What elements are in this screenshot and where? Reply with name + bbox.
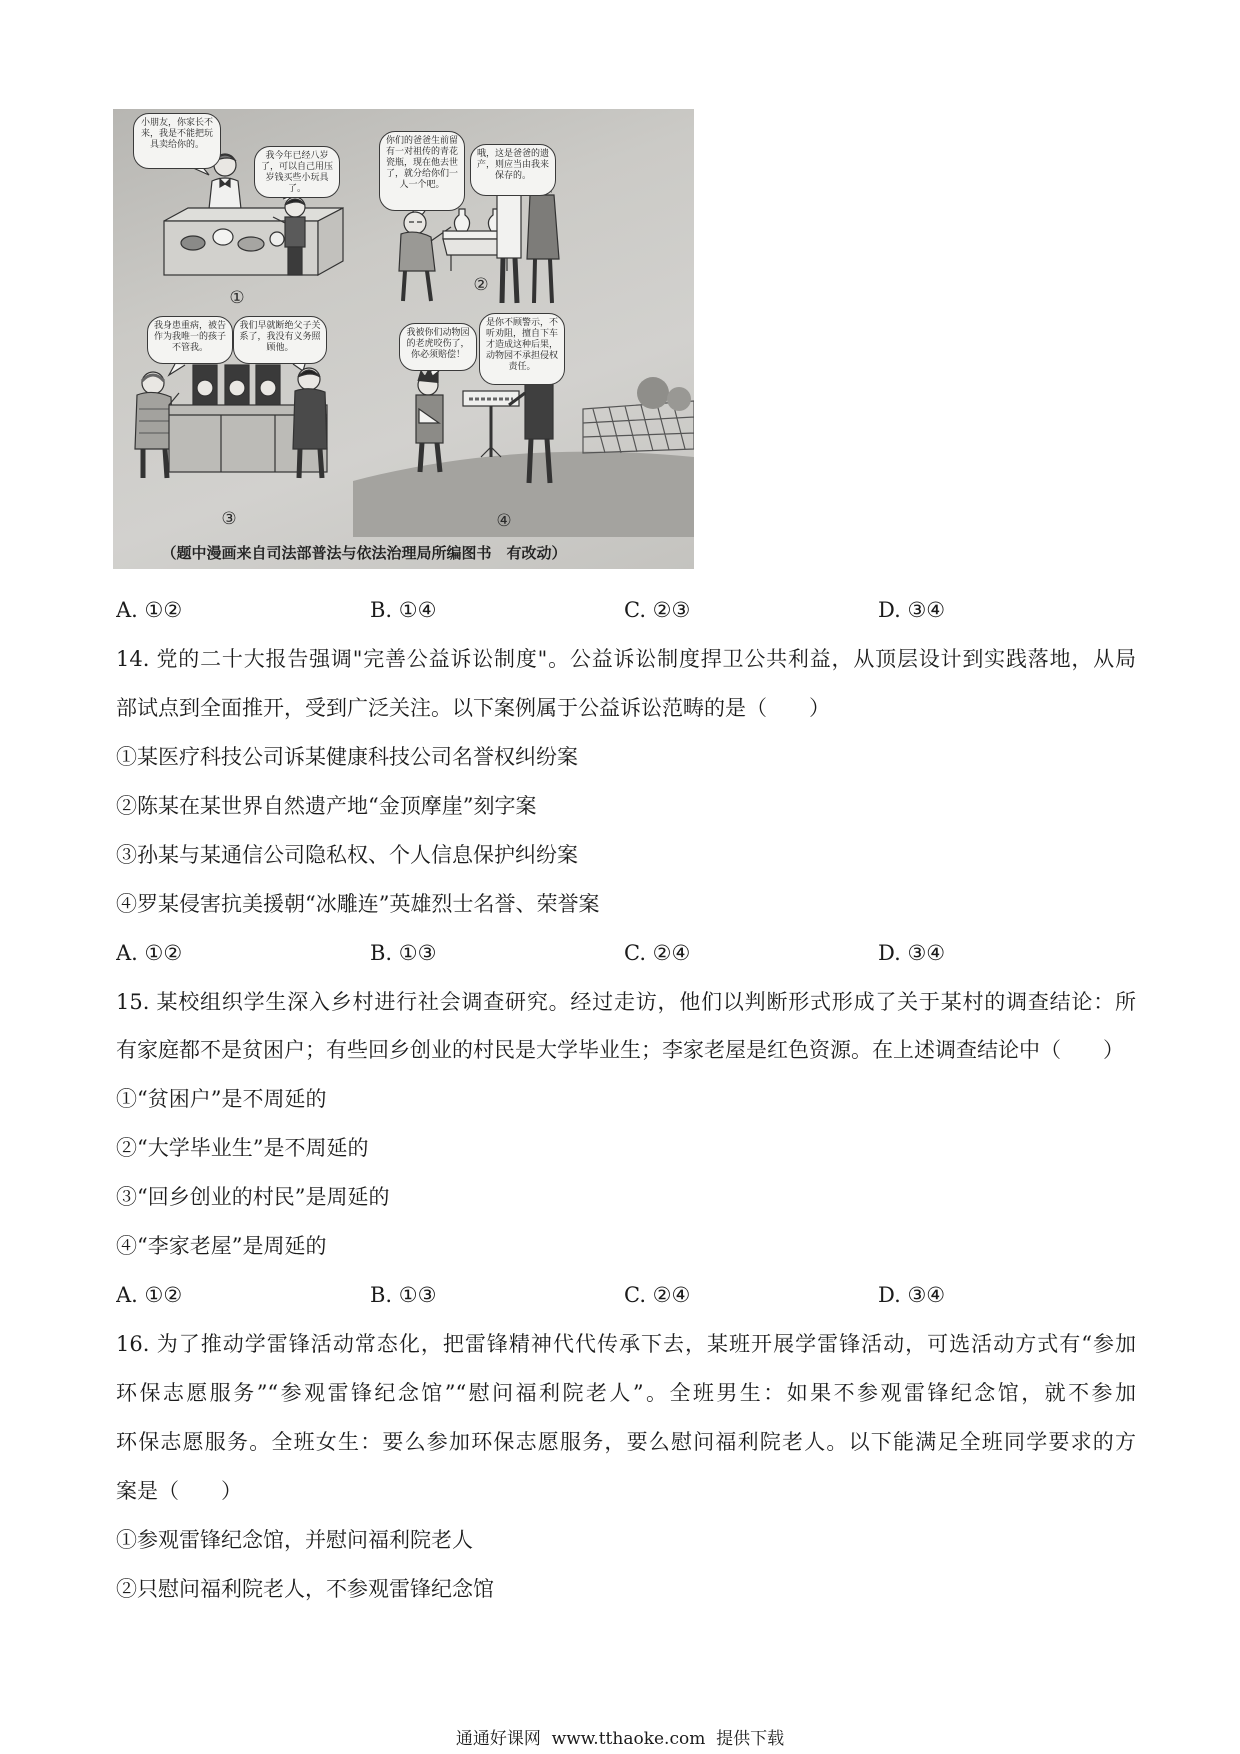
speech-bubble: 是你不顾警示，不听劝阻，擅自下车才造成这种后果，动物园不承担侵权责任。 bbox=[479, 313, 565, 385]
ground bbox=[353, 452, 694, 537]
q13-options bbox=[116, 586, 1136, 635]
q16-item: ②只慰问福利院老人，不参观雷锋纪念馆 bbox=[116, 1576, 494, 1601]
panel-label: ② bbox=[473, 275, 489, 295]
question-number: 14. bbox=[116, 646, 150, 671]
speech-bubble: 你们的爸爸生前留有一对祖传的青花瓷瓶，现在他去世了，就分给你们一人一个吧。 bbox=[379, 131, 465, 211]
stem-text: 为了推动学雷锋活动常态化，把雷锋精神代代传承下去，某班开展学雷锋活动，可选活动方式有“参加 bbox=[155, 1332, 1136, 1357]
man-legs bbox=[502, 258, 517, 303]
option-d: D. ③④ bbox=[878, 598, 946, 622]
speech-bubble: 小朋友，你家长不来，我是不能把玩具卖给你的。 bbox=[133, 113, 221, 169]
q15-stem-line: 有家庭都不是贫困户；有些回乡创业的村民是大学毕业生；李家老屋是红色资源。在上述调查结论中（ ） bbox=[116, 1038, 1124, 1063]
q14-stem-line: 部试点到全面推开，受到广泛关注。以下案例属于公益诉讼范畴的是（ ） bbox=[116, 695, 830, 720]
old-man-head bbox=[404, 212, 426, 234]
judge-head bbox=[197, 380, 213, 396]
q14-stem-line bbox=[116, 635, 1136, 684]
stem-text: 党的二十大报告强调"完善公益诉讼制度"。公益诉讼制度捍卫公共利益，从顶层设计到实践落地，从局 bbox=[155, 646, 1136, 671]
woman-legs bbox=[534, 259, 552, 303]
toy bbox=[213, 229, 233, 245]
old-man-legs bbox=[403, 271, 431, 301]
q15-item: ④“李家老屋”是周延的 bbox=[116, 1234, 327, 1259]
child-legs bbox=[288, 247, 302, 275]
shopkeeper-body bbox=[209, 178, 241, 209]
vase bbox=[454, 209, 469, 231]
staff-body bbox=[525, 383, 553, 439]
option-a: A. ①② bbox=[116, 598, 183, 622]
q16-stem-line: 环保志愿服务”“参观雷锋纪念馆”“慰问福利院老人”。全班男生：如果不参观雷锋纪念馆，就不参加 bbox=[116, 1381, 1136, 1405]
option-a: A. ①② bbox=[116, 1283, 183, 1308]
comic-figure bbox=[113, 109, 694, 569]
option-b: B. ①④ bbox=[370, 598, 437, 622]
stem-text: 某校组织学生深入乡村进行社会调查研究。经过走访，他们以判断形式形成了关于某村的调查结论：所 bbox=[155, 989, 1136, 1014]
q14-item: ④罗某侵害抗美援朝“冰雕连”英雄烈士名誉、荣誉案 bbox=[116, 891, 600, 916]
option-b: B. ①③ bbox=[370, 940, 437, 965]
woman-dress bbox=[527, 195, 559, 259]
option-c: C. ②④ bbox=[624, 1283, 691, 1308]
figure-caption: （题中漫画来自司法部普法与依法治理局所编图书 有改动） bbox=[161, 544, 567, 562]
option-d: D. ③④ bbox=[878, 1283, 946, 1308]
q16-stem-line: 案是（ ） bbox=[116, 1478, 242, 1503]
judge-head bbox=[229, 380, 245, 396]
speech-bubble: 我们早就断绝父子关系了，我没有义务照顾他。 bbox=[233, 316, 327, 364]
q16-stem-line: 环保志愿服务。全班女生：要么参加环保志愿服务，要么慰问福利院老人。以下能满足全班同学要求的方 bbox=[116, 1429, 1136, 1454]
q15-item: ①“贫困户”是不周延的 bbox=[116, 1087, 327, 1112]
young-man-jacket bbox=[293, 389, 327, 449]
tree bbox=[637, 377, 669, 409]
panel-3-drawing bbox=[135, 364, 327, 478]
page-footer: 通通好课网 www.tthaoke.com 提供下载 bbox=[455, 1729, 785, 1749]
speech-bubble: 我被你们动物园的老虎咬伤了，你必须赔偿！ bbox=[399, 323, 477, 371]
option-c: C. ②④ bbox=[624, 940, 691, 965]
counter-top bbox=[164, 208, 343, 221]
question-content bbox=[116, 586, 1136, 1614]
option-b: B. ①③ bbox=[370, 1283, 437, 1308]
man-body bbox=[497, 190, 521, 258]
bubble-tail bbox=[169, 364, 185, 375]
q14-options bbox=[116, 929, 1136, 978]
tree bbox=[667, 387, 691, 411]
q16-stem-line bbox=[116, 1320, 1136, 1369]
question-number: 16. bbox=[116, 1332, 150, 1357]
panel-label: ④ bbox=[496, 511, 512, 531]
toy bbox=[181, 236, 205, 250]
q16-item: ①参观雷锋纪念馆，并慰问福利院老人 bbox=[116, 1527, 473, 1552]
question-number: 15. bbox=[116, 989, 150, 1014]
old-man-legs bbox=[143, 449, 167, 478]
panel-label: ③ bbox=[221, 509, 237, 529]
speech-bubble: 哦，这是爸爸的遗产，则应当由我来保存的。 bbox=[470, 144, 556, 196]
panel-label: ① bbox=[229, 288, 245, 308]
old-man-body bbox=[399, 232, 435, 271]
option-a: A. ①② bbox=[116, 940, 183, 965]
child-body bbox=[285, 217, 305, 247]
option-d: D. ③④ bbox=[878, 940, 946, 965]
toy bbox=[270, 232, 284, 246]
q14-item: ②陈某在某世界自然遗产地“金顶摩崖”刻字案 bbox=[116, 793, 537, 818]
q15-options bbox=[116, 1271, 1136, 1320]
q14-item: ①某医疗科技公司诉某健康科技公司名誉权纠纷案 bbox=[116, 744, 578, 769]
q15-item: ③“回乡创业的村民”是周延的 bbox=[116, 1185, 390, 1210]
speech-bubble: 我身患重病，被告作为我唯一的孩子不管我。 bbox=[147, 316, 233, 364]
q15-stem-line bbox=[116, 978, 1136, 1027]
q15-item: ②“大学毕业生”是不周延的 bbox=[116, 1136, 369, 1161]
q14-item: ③孙某与某通信公司隐私权、个人信息保护纠纷案 bbox=[116, 842, 578, 867]
toy bbox=[238, 237, 264, 251]
option-c: C. ②③ bbox=[624, 598, 691, 622]
speech-bubble: 我今年已经八岁了，可以自己用压岁钱买些小玩具了。 bbox=[254, 146, 340, 198]
panel-4-drawing bbox=[353, 361, 694, 537]
judge-head bbox=[260, 380, 276, 396]
